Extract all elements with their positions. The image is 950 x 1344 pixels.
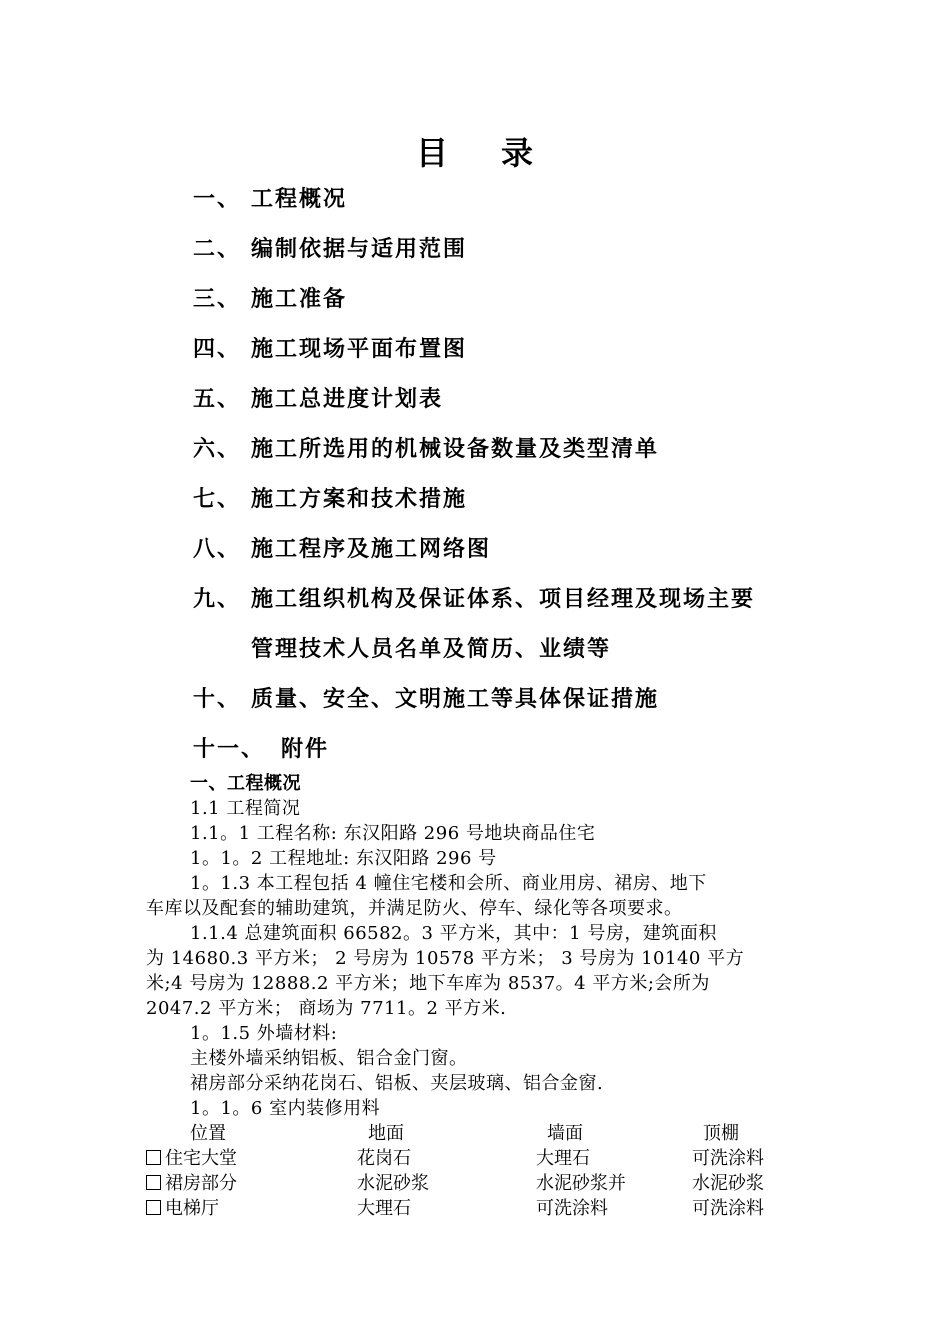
table-cell-floor: 花岗石: [357, 1148, 411, 1169]
body-line: 1。1.3 本工程包括 4 幢住宅楼和会所、商业用房、裙房、地下: [190, 873, 707, 894]
toc-item[interactable]: [193, 284, 347, 314]
table-cell-wall: 大理石: [536, 1148, 590, 1169]
toc-item-label: 施工程序及施工网络图: [251, 536, 492, 562]
checkbox-icon: [146, 1200, 161, 1215]
table-cell-wall: 可洗涂料: [536, 1198, 608, 1219]
toc-item-label: 施工准备: [251, 286, 348, 312]
location-text: 电梯厅: [165, 1198, 219, 1219]
toc-item[interactable]: [193, 534, 491, 564]
toc-item[interactable]: [193, 234, 467, 264]
table-cell-location: [146, 1147, 237, 1171]
toc-item-label: 编制依据与适用范围: [251, 236, 468, 262]
body-line: 1.1 工程简况: [190, 798, 301, 819]
toc-item[interactable]: [193, 184, 347, 214]
toc-item-number: 二、: [193, 236, 242, 262]
toc-item[interactable]: [193, 484, 467, 514]
toc-item-label: 施工现场平面布置图: [251, 336, 468, 362]
toc-item-label: 附件: [281, 736, 330, 762]
table-header-location: 位置: [190, 1123, 226, 1144]
toc-item[interactable]: [193, 384, 443, 414]
toc-title-char-2: 录: [501, 134, 535, 172]
toc-item[interactable]: [193, 684, 659, 714]
body-line: 米;4 号房为 12888.2 平方米；地下车库为 8537。4 平方米;会所为: [146, 973, 710, 994]
toc-item-label: 质量、安全、文明施工等具体保证措施: [251, 686, 660, 712]
table-cell-location: [146, 1197, 219, 1221]
toc-item-number: 三、: [193, 286, 242, 312]
location-text: 裙房部分: [165, 1173, 237, 1194]
body-line: 1.1。1 工程名称: 东汉阳路 296 号地块商品住宅: [190, 823, 596, 844]
body-line: 车库以及配套的辅助建筑，并满足防火、停车、绿化等各项要求。: [146, 898, 683, 919]
toc-item-number: 八、: [193, 536, 242, 562]
toc-item-number: 十一、: [193, 736, 266, 762]
table-header-floor: 地面: [368, 1123, 404, 1144]
toc-item-label: 施工总进度计划表: [251, 386, 444, 412]
body-line: 主楼外墙采纳铝板、铝合金门窗。: [190, 1048, 468, 1069]
toc-item-number: 七、: [193, 486, 242, 512]
toc-item-label: 工程概况: [251, 186, 348, 212]
body-line: 1。1.5 外墙材料:: [190, 1023, 338, 1044]
table-cell-floor: 水泥砂浆: [357, 1173, 429, 1194]
table-cell-ceiling: 水泥砂浆: [692, 1173, 764, 1194]
toc-title-char-1: 目: [415, 134, 449, 172]
table-header-wall: 墙面: [547, 1123, 583, 1144]
body-line: 1.1.4 总建筑面积 66582。3 平方米，其中：1 号房，建筑面积: [190, 923, 717, 944]
checkbox-icon: [146, 1175, 161, 1190]
toc-item[interactable]: [193, 734, 329, 764]
toc-item-label: 施工组织机构及保证体系、项目经理及现场主要: [251, 586, 756, 612]
toc-item[interactable]: [193, 584, 755, 614]
body-line: 裙房部分采纳花岗石、铝板、夹层玻璃、铝合金窗.: [190, 1073, 604, 1094]
table-cell-wall: 水泥砂浆并: [536, 1173, 626, 1194]
toc-item[interactable]: [193, 334, 467, 364]
toc-item-number: 十、: [193, 686, 242, 712]
body-line: 1。1。6 室内装修用料: [190, 1098, 381, 1119]
table-cell-location: [146, 1172, 237, 1196]
toc-item-continuation[interactable]: 管理技术人员名单及简历、业绩等: [251, 636, 612, 662]
section-heading: 一、工程概况: [190, 773, 301, 794]
toc-item[interactable]: [193, 434, 659, 464]
toc-item-label: 施工所选用的机械设备数量及类型清单: [251, 436, 660, 462]
checkbox-icon: [146, 1150, 161, 1165]
body-line: 为 14680.3 平方米； 2 号房为 10578 平方米； 3 号房为 10140 平方: [146, 948, 745, 969]
toc-title: [0, 128, 950, 174]
table-cell-ceiling: 可洗涂料: [692, 1198, 764, 1219]
toc-item-number: 五、: [193, 386, 242, 412]
table-cell-floor: 大理石: [357, 1198, 411, 1219]
toc-item-number: 六、: [193, 436, 242, 462]
toc-item-number: 九、: [193, 586, 242, 612]
table-header-ceiling: 顶棚: [703, 1123, 739, 1144]
toc-item-number: 一、: [193, 186, 242, 212]
location-text: 住宅大堂: [165, 1148, 237, 1169]
toc-item-number: 四、: [193, 336, 242, 362]
toc-item-label: 施工方案和技术措施: [251, 486, 468, 512]
body-line: 1。1。2 工程地址: 东汉阳路 296 号: [190, 848, 497, 869]
body-line: 2047.2 平方米； 商场为 7711。2 平方米.: [146, 998, 507, 1019]
table-cell-ceiling: 可洗涂料: [692, 1148, 764, 1169]
